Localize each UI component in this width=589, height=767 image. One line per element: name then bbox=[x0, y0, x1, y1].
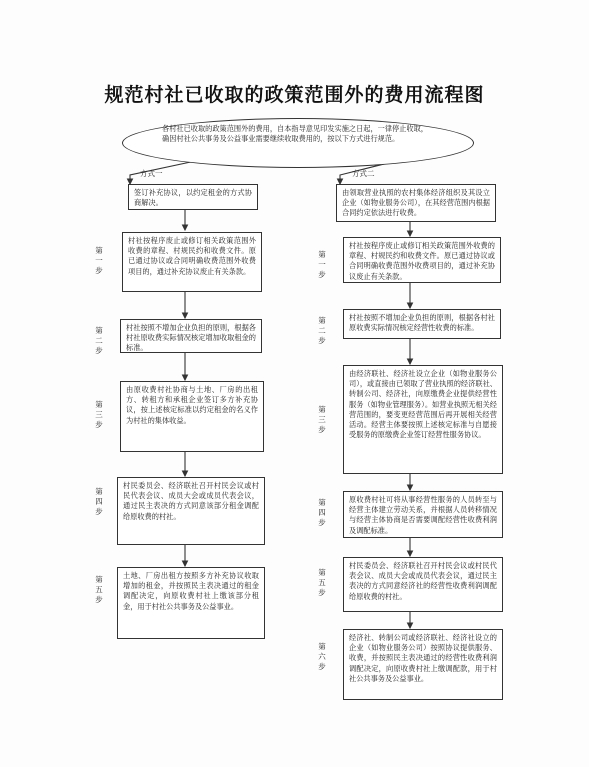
right-step-1-label: 第一步 bbox=[318, 250, 326, 279]
right-step-6-label: 第六步 bbox=[318, 642, 326, 671]
left-step-2-label: 第二步 bbox=[95, 326, 103, 355]
right-top-box: 由领取营业执照的农村集体经济组织及其设立企业（如物业服务公司），在其经营范围内根据合同约定依法进行收费。 bbox=[336, 184, 496, 222]
right-step-2-label: 第二步 bbox=[318, 316, 326, 345]
right-step-3-label: 第三步 bbox=[318, 405, 326, 434]
left-step-1-label: 第一步 bbox=[95, 246, 103, 275]
right-step-4-box: 原收费村社可将从事经营性服务的人员转至与经营主体建立劳动关系，并根据人员转移情况与经营主体协商是否需要调配经营性收费利润及调配标准。 bbox=[343, 491, 503, 538]
method-two-label: 方式二 bbox=[352, 169, 375, 178]
right-step-3-box: 由经济联社、经济社设立企业（如物业服务公司），或直接由已领取了营业执照的经济联社、转制公司、经济社，向原缴费企业提供经营性服务（如物业管理服务）。如营业执照无相关经营范围的，要变更经营范围后再开展相关经营活动。经营主体要按照上述核定标准与自愿接受服务的原缴费企业签订经营性服务协议。 bbox=[343, 365, 503, 474]
page-title: 规范村社已收取的政策范围外的费用流程图 bbox=[104, 84, 485, 106]
left-step-3-box: 由原收费村社协商与土地、厂房的出租方、转租方和承租企业签订多方补充协议，按上述核定标准以约定租金的名义作为村社的集体收益。 bbox=[120, 381, 264, 452]
left-step-4-label: 第四步 bbox=[95, 487, 103, 516]
right-step-2-box: 村社按照不增加企业负担的原则，根据各村社原收费实际情况核定经营性收费的标准。 bbox=[343, 309, 501, 339]
right-step-4-label: 第四步 bbox=[318, 498, 326, 527]
right-step-6-box: 经济社、转制公司或经济联社、经济社设立的企业（如物业服务公司）按照协议提供服务、收费，并按照民主表决通过的经营性收费利润调配决定，向原收费村社上缴调配款，用于村社公共事务及公益事业。 bbox=[343, 629, 503, 700]
right-step-5-box: 村民委员会、经济联社召开村民会议或村民代表会议、成员大会或成员代表会议，通过民主表决的方式同意经济社的经营性收费利润调配给原收费的村社。 bbox=[343, 557, 503, 612]
left-step-5-box: 土地、厂房出租方按照多方补充协议收取增加的租金，并按照民主表决通过的租金调配决定，向原收费村社上缴该部分租金，用于村社公共事务及公益事业。 bbox=[117, 567, 265, 639]
left-step-2-box: 村社按照不增加企业负担的原则，根据各村社原收费实际情况核定增加收取租金的标准。 bbox=[120, 319, 262, 353]
right-step-1-box: 村社按程序废止或修订相关政策范围外收费的章程、村规民约和收费文件。原已通过协议或合同明确收费范围外收费项目的，通过补充协议废止有关条款。 bbox=[343, 237, 501, 283]
right-step-5-label: 第五步 bbox=[318, 568, 326, 597]
left-step-1-box: 村社按程序废止或修订相关政策范围外收费的章程、村规民约和收费文件。原已通过协议或合同明确收费范围外收费项目的，通过补充协议废止有关条款。 bbox=[122, 232, 262, 292]
left-step-5-label: 第五步 bbox=[95, 575, 103, 604]
left-step-3-label: 第三步 bbox=[95, 400, 103, 429]
method-one-label: 方式一 bbox=[140, 169, 163, 178]
left-step-4-box: 村民委员会、经济联社召开村民会议或村民代表会议、成员大会或成员代表会议，通过民主表决的方式同意该部分租金调配给原收费的村社。 bbox=[117, 477, 265, 545]
left-top-box: 签订补充协议，以约定租金的方式协商解决。 bbox=[128, 184, 258, 210]
intro-text: 各村社已收取的政策范围外的费用，自本指导意见印发实施之日起，一律停止收取，确因村社公共事务及公益事业需要继续收取费用的，按以下方式进行规范。 bbox=[162, 124, 428, 143]
